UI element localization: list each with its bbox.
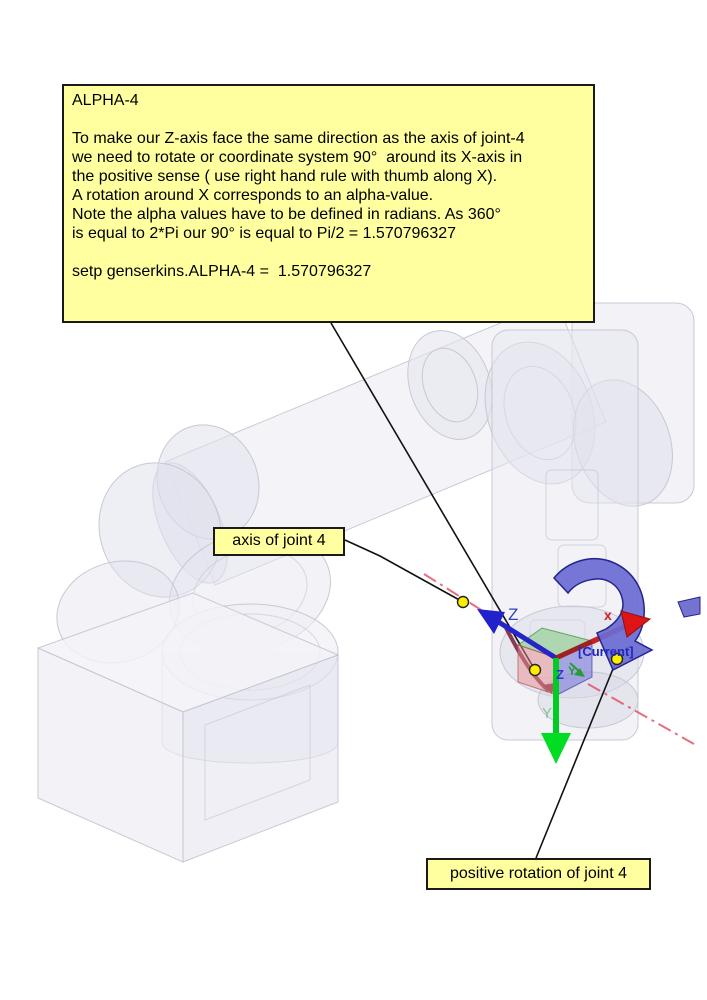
note-line: ALPHA-4 bbox=[72, 92, 139, 109]
rotation-arrow-fragment bbox=[678, 597, 700, 617]
positive-rotation-callout: positive rotation of joint 4 bbox=[426, 858, 651, 890]
note-line: the positive sense ( use right hand rule with thumb along X). bbox=[72, 168, 498, 185]
note-line: To make our Z-axis face the same direction as the axis of joint-4 bbox=[72, 130, 525, 147]
axis-marker-dot bbox=[458, 597, 469, 608]
note-line: setp genserkins.ALPHA-4 = 1.570796327 bbox=[72, 263, 372, 280]
current-frame-label: [Current] bbox=[578, 644, 634, 659]
note-line: we need to rotate or coordinate system 90° around its X-axis in bbox=[72, 149, 523, 166]
y-axis-arrowhead bbox=[541, 733, 571, 764]
axis-of-joint4-callout: axis of joint 4 bbox=[213, 527, 345, 556]
robot-model bbox=[38, 300, 694, 862]
arc-marker-dot bbox=[530, 665, 541, 676]
alpha4-note-box bbox=[62, 84, 595, 323]
small-y-label: Y bbox=[568, 664, 577, 678]
note-line bbox=[72, 110, 585, 129]
note-line: Note the alpha values have to be defined in radians. As 360° bbox=[72, 206, 501, 223]
x-axis-label: x bbox=[604, 607, 612, 623]
note-line: is equal to 2*Pi our 90° is equal to Pi/2 = 1.570796327 bbox=[72, 225, 457, 242]
axis-leader-line bbox=[345, 540, 463, 602]
note-line: A rotation around X corresponds to an alpha-value. bbox=[72, 187, 434, 204]
z-axis-label: Z bbox=[508, 605, 519, 624]
y-axis-label: Y bbox=[542, 705, 553, 722]
note-line bbox=[72, 243, 585, 262]
small-z-label: Z bbox=[556, 667, 564, 682]
